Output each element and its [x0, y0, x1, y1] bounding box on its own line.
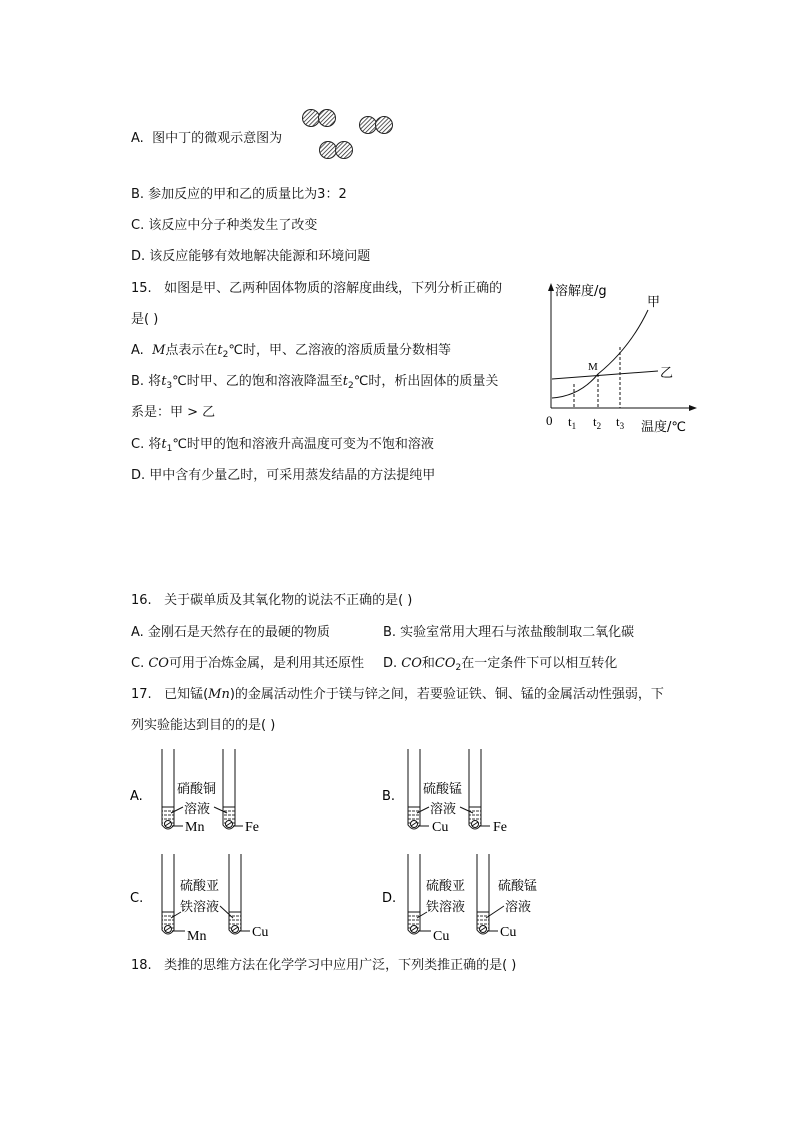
q15-option-a-t-sub: 2 — [222, 350, 229, 360]
q15-option-a-m: M — [152, 343, 166, 358]
tick-t2: $t_2$ — [593, 414, 602, 431]
q15-option-b-t2-sub: 2 — [348, 381, 354, 391]
q18-stem-text: 类推的思维方法在化学学习中应用广泛，下列类推正确的是( ) — [164, 958, 517, 973]
q16-option-c-co: CO — [148, 656, 169, 671]
q17-option-b-diagram — [377, 745, 542, 840]
q15-option-a-label: A. — [131, 343, 144, 358]
q17-option-c-solution-1: 硫酸亚 — [180, 879, 220, 894]
q15-option-c-text: ℃时甲的饱和溶液升高温度可变为不饱和溶液 — [172, 437, 434, 452]
q15-stem-1: 如图是甲、乙两种固体物质的溶解度曲线，下列分析正确的 — [164, 281, 503, 296]
q15-option-b — [131, 373, 498, 395]
q17-option-b-solution-1: 硫酸锰 — [423, 782, 463, 797]
q15-option-b-t2: t — [342, 374, 348, 389]
point-m-label: M — [588, 361, 598, 373]
curve-jia-label: 甲 — [647, 295, 661, 310]
q16-option-a: A. 金刚石是天然存在的最硬的物质 — [131, 625, 330, 640]
q17-option-a-solution-1: 硝酸铜 — [177, 782, 217, 797]
q17-option-d-metal-right: Cu — [500, 925, 517, 940]
q15-option-a — [131, 342, 451, 364]
q17-option-d-metal-left: Cu — [433, 929, 450, 944]
q16-option-d-and: 和 — [421, 656, 435, 671]
curve-yi — [552, 371, 658, 379]
q15-option-b-text-1: ℃时甲、乙的饱和溶液降温至 — [172, 374, 343, 389]
curve-yi-label: 乙 — [660, 366, 674, 381]
q17-option-c-metal-left: Mn — [187, 929, 207, 944]
q17-option-a-metal-right: Fe — [245, 820, 259, 835]
q14-option-d: D. 该反应能够有效地解决能源和环境问题 — [131, 249, 371, 264]
q15-number: 15. — [131, 281, 152, 296]
solubility-graph — [540, 280, 705, 440]
q17-option-d-diagram — [377, 850, 567, 945]
q17-option-c-solution-2: 铁溶液 — [180, 900, 220, 915]
q18-number: 18. — [131, 958, 152, 973]
q15-option-b-line-2: 系是：甲 > 乙 — [131, 405, 216, 420]
q17-option-b-solution-2: 溶液 — [430, 802, 457, 817]
q17-option-d-solution-3: 硫酸锰 — [498, 879, 538, 894]
q17-option-d-label: D. — [382, 891, 397, 906]
x-axis-arrow-icon — [689, 405, 697, 411]
curve-jia — [552, 310, 648, 398]
q17-stem-mn: Mn — [208, 687, 230, 702]
q15-option-b-label: B. 将 — [131, 374, 162, 389]
q15-option-a-text-1: 点表示在 — [165, 343, 218, 358]
q15-option-a-text-2: ℃时，甲、乙溶液的溶质质量分数相等 — [228, 343, 451, 358]
q15-option-c — [131, 436, 434, 458]
q17-option-b-metal-right: Fe — [493, 820, 507, 835]
q16-option-d — [383, 655, 617, 677]
q15-option-c-t-sub: 1 — [166, 444, 173, 454]
q16-option-c-label: C. — [131, 656, 145, 671]
q17-option-c-metal-right: Cu — [252, 925, 269, 940]
q15-option-a-t: t — [217, 343, 223, 358]
y-axis-arrow-icon — [548, 283, 554, 291]
q15-stem-line-1 — [131, 280, 502, 298]
q17-option-b-label: B. — [382, 789, 396, 804]
q15-option-b-text-2: ℃时，析出固体的质量关 — [353, 374, 499, 389]
q17-stem-line-1 — [131, 686, 664, 704]
q14-option-a-label: A. — [131, 131, 144, 146]
q15-option-b-t1-sub: 3 — [166, 381, 173, 391]
q17-option-d-solution-4: 溶液 — [505, 900, 532, 915]
q17-option-a-diagram — [125, 745, 290, 840]
q14-option-c: C. 该反应中分子种类发生了改变 — [131, 218, 318, 233]
molecule-1-icon — [303, 110, 336, 127]
q15-option-c-label: C. 将 — [131, 437, 162, 452]
q16-option-d-text: 在一定条件下可以相互转化 — [461, 656, 618, 671]
q17-option-c-diagram — [125, 850, 290, 945]
q16-number: 16. — [131, 593, 152, 608]
q17-option-d-solution-1: 硫酸亚 — [426, 879, 466, 894]
q16-stem — [131, 592, 412, 610]
q16-option-d-co2-sub: 2 — [455, 663, 462, 673]
graph-origin: 0 — [546, 413, 553, 428]
q18-stem — [131, 957, 516, 975]
molecule-3-icon — [320, 142, 353, 159]
q17-stem-1a: 已知锰( — [164, 687, 209, 702]
q17-option-a-label: A. — [130, 789, 143, 804]
q17-option-b-metal-left: Cu — [432, 820, 449, 835]
q15-stem-2: 是( ) — [131, 312, 159, 327]
q17-option-c-label: C. — [130, 891, 144, 906]
q15-option-b-t1: t — [161, 374, 167, 389]
molecule-2-icon — [360, 117, 393, 134]
tick-t3: $t_3$ — [616, 414, 625, 431]
tick-t1: $t_1$ — [568, 414, 577, 431]
q17-stem-1b: )的金属活动性介于镁与锌之间，若要验证铁、铜、锰的金属活动性强弱，下 — [229, 687, 664, 702]
graph-ylabel: 溶解度/g — [555, 284, 607, 299]
q16-stem-text: 关于碳单质及其氧化物的说法不正确的是( ) — [164, 593, 413, 608]
q16-option-b: B. 实验室常用大理石与浓盐酸制取二氧化碳 — [383, 625, 635, 640]
q16-option-c-text: 可用于冶炼金属，是利用其还原性 — [168, 656, 364, 671]
q17-option-a-solution-2: 溶液 — [184, 802, 211, 817]
q16-option-d-co: CO — [401, 656, 422, 671]
q15-option-d: D. 甲中含有少量乙时，可采用蒸发结晶的方法提纯甲 — [131, 468, 436, 483]
graph-xlabel: 温度/℃ — [641, 420, 686, 435]
q14-option-a — [131, 130, 282, 148]
q15-option-c-t: t — [161, 437, 167, 452]
molecule-diagram — [296, 104, 406, 164]
q16-option-c — [131, 655, 364, 673]
q17-stem-line-2: 列实验能达到目的的是( ) — [131, 718, 276, 733]
q16-option-d-label: D. — [383, 656, 398, 671]
q17-number: 17. — [131, 687, 152, 702]
q16-option-d-co2: CO — [434, 656, 456, 671]
q17-option-d-solution-2: 铁溶液 — [426, 900, 466, 915]
q14-option-a-text: 图中丁的微观示意图为 — [152, 131, 283, 146]
q14-option-b: B. 参加反应的甲和乙的质量比为3：2 — [131, 187, 347, 202]
q17-option-a-metal-left: Mn — [185, 820, 205, 835]
